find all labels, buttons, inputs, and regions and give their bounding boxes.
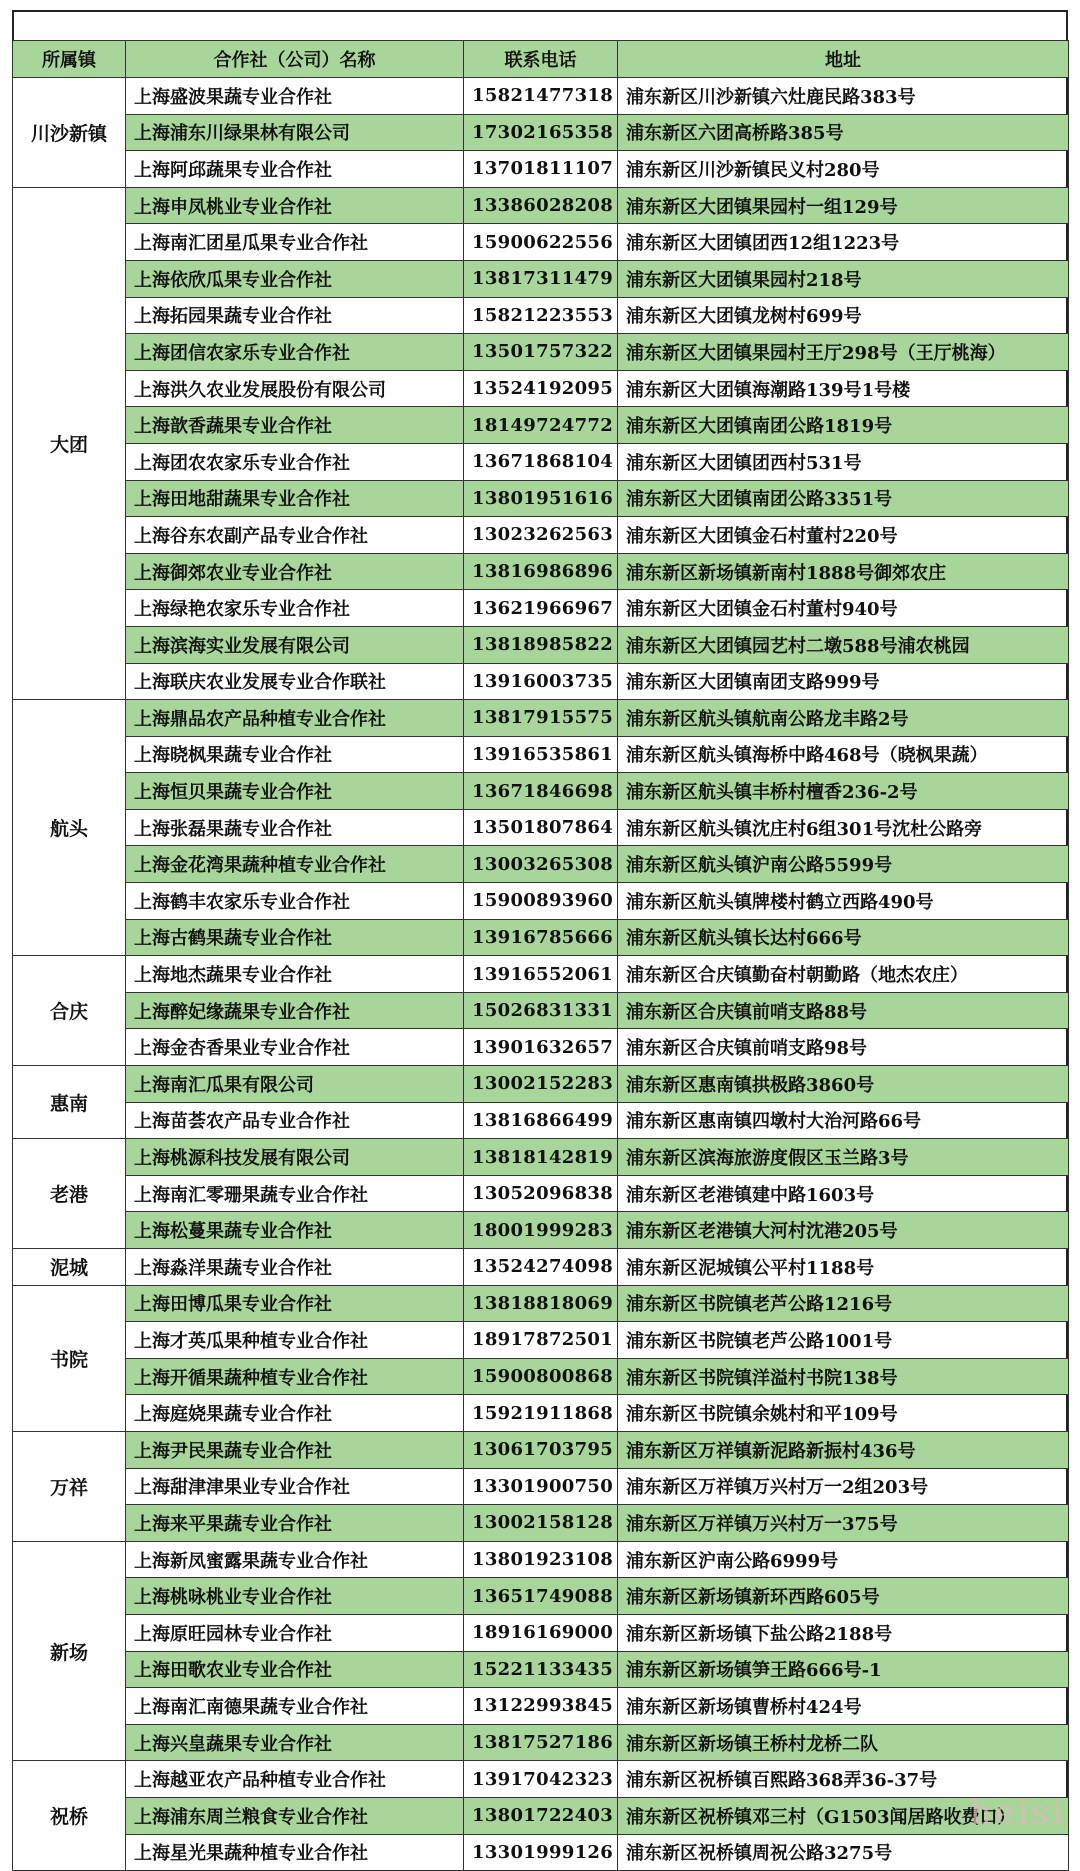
phone-cell: 13671846698 (464, 773, 618, 810)
name-cell: 上海开循果蔬种植专业合作社 (126, 1358, 464, 1395)
table-row (13, 992, 1069, 1029)
address-cell: 浦东新区航头镇海桥中路468号（晓枫果蔬） (618, 736, 1069, 773)
table-row (13, 1797, 1069, 1834)
phone-cell: 13818818069 (464, 1285, 618, 1322)
phone-cell: 18917872501 (464, 1322, 618, 1359)
address-cell: 浦东新区大团镇金石村董村940号 (618, 590, 1069, 627)
phone-cell: 15821223553 (464, 297, 618, 334)
table-row (13, 224, 1069, 261)
phone-cell: 13061703795 (464, 1431, 618, 1468)
phone-cell: 15900893960 (464, 883, 618, 920)
address-cell: 浦东新区航头镇长达村666号 (618, 919, 1069, 956)
name-cell: 上海浦东川绿果林有限公司 (126, 114, 464, 151)
table-row (13, 297, 1069, 334)
table-row (13, 1651, 1069, 1688)
phone-cell: 13916003735 (464, 663, 618, 700)
phone-cell: 13801923108 (464, 1541, 618, 1578)
name-cell: 上海甜津津果业专业合作社 (126, 1468, 464, 1505)
address-cell: 浦东新区新场镇下盐公路2188号 (618, 1614, 1069, 1651)
table-row (13, 443, 1069, 480)
address-cell: 浦东新区航头镇沪南公路5599号 (618, 846, 1069, 883)
address-cell: 浦东新区大团镇金石村董村220号 (618, 517, 1069, 554)
name-cell: 上海鼎品农产品种植专业合作社 (126, 700, 464, 737)
table-row (13, 187, 1069, 224)
table-row (13, 809, 1069, 846)
address-cell: 浦东新区大团镇果园村218号 (618, 260, 1069, 297)
address-cell: 浦东新区祝桥镇百熙路368弄36-37号 (618, 1761, 1069, 1798)
name-cell: 上海谷东农副产品专业合作社 (126, 517, 464, 554)
address-cell: 浦东新区大团镇南团公路3351号 (618, 480, 1069, 517)
name-cell: 上海恒贝果蔬专业合作社 (126, 773, 464, 810)
address-cell: 浦东新区大团镇龙树村699号 (618, 297, 1069, 334)
name-cell: 上海桃咏桃业专业合作社 (126, 1578, 464, 1615)
name-cell: 上海御郊农业专业合作社 (126, 553, 464, 590)
address-cell: 浦东新区大团镇果园村王厅298号（王厅桃海） (618, 334, 1069, 371)
table-row (13, 151, 1069, 188)
phone-cell: 13003265308 (464, 846, 618, 883)
phone-cell: 13524192095 (464, 370, 618, 407)
address-cell: 浦东新区航头镇航南公路龙丰路2号 (618, 700, 1069, 737)
table-row (13, 1102, 1069, 1139)
address-cell: 浦东新区大团镇园艺村二墩588号浦农桃园 (618, 626, 1069, 663)
address-cell: 浦东新区滨海旅游度假区玉兰路3号 (618, 1139, 1069, 1176)
address-cell: 浦东新区新场镇曹桥村424号 (618, 1688, 1069, 1725)
address-cell: 浦东新区万祥镇万兴村万一2组203号 (618, 1468, 1069, 1505)
table-row (13, 260, 1069, 297)
town-cell: 惠南 (13, 1066, 126, 1139)
name-cell: 上海古鹤果蔬专业合作社 (126, 919, 464, 956)
address-cell: 浦东新区合庆镇前哨支路98号 (618, 1029, 1069, 1066)
phone-cell: 13122993845 (464, 1688, 618, 1725)
town-cell: 川沙新镇 (13, 78, 126, 188)
name-cell: 上海浦东周兰粮食专业合作社 (126, 1797, 464, 1834)
name-cell: 上海田地甜蔬果专业合作社 (126, 480, 464, 517)
town-cell: 新场 (13, 1541, 126, 1761)
town-cell: 航头 (13, 700, 126, 956)
name-cell: 上海团农农家乐专业合作社 (126, 443, 464, 480)
phone-cell: 13052096838 (464, 1175, 618, 1212)
name-cell: 上海新凤蜜露果蔬专业合作社 (126, 1541, 464, 1578)
name-cell: 上海鹤丰农家乐专业合作社 (126, 883, 464, 920)
town-cell: 老港 (13, 1139, 126, 1249)
name-cell: 上海越亚农产品种植专业合作社 (126, 1761, 464, 1798)
address-cell: 浦东新区祝桥镇周祝公路3275号 (618, 1834, 1069, 1871)
phone-cell: 13701811107 (464, 151, 618, 188)
phone-cell: 13817527186 (464, 1724, 618, 1761)
phone-cell: 13651749088 (464, 1578, 618, 1615)
header-name: 合作社（公司）名称 (126, 41, 464, 78)
phone-cell: 13818142819 (464, 1139, 618, 1176)
phone-cell: 13816866499 (464, 1102, 618, 1139)
table-row (13, 1358, 1069, 1395)
table-row (13, 1614, 1069, 1651)
table-row (13, 1834, 1069, 1871)
phone-cell: 15921911868 (464, 1395, 618, 1432)
table-row (13, 626, 1069, 663)
name-cell: 上海苗荟农产品专业合作社 (126, 1102, 464, 1139)
address-cell: 浦东新区川沙新镇六灶鹿民路383号 (618, 78, 1069, 115)
phone-cell: 13816986896 (464, 553, 618, 590)
phone-cell: 13621966967 (464, 590, 618, 627)
town-cell: 泥城 (13, 1249, 126, 1286)
phone-cell: 13671868104 (464, 443, 618, 480)
address-cell: 浦东新区航头镇牌楼村鹤立西路490号 (618, 883, 1069, 920)
table-row (13, 1285, 1069, 1322)
name-cell: 上海田歌农业专业合作社 (126, 1651, 464, 1688)
table-row (13, 590, 1069, 627)
phone-cell: 13817311479 (464, 260, 618, 297)
phone-cell: 13002152283 (464, 1066, 618, 1103)
phone-cell: 13002158128 (464, 1505, 618, 1542)
table-row (13, 517, 1069, 554)
address-cell: 浦东新区老港镇建中路1603号 (618, 1175, 1069, 1212)
address-cell: 浦东新区川沙新镇民义村280号 (618, 151, 1069, 188)
phone-cell: 18001999283 (464, 1212, 618, 1249)
phone-cell: 13901632657 (464, 1029, 618, 1066)
name-cell: 上海洪久农业发展股份有限公司 (126, 370, 464, 407)
address-cell: 浦东新区书院镇老芦公路1216号 (618, 1285, 1069, 1322)
phone-cell: 13917042323 (464, 1761, 618, 1798)
town-cell: 大团 (13, 187, 126, 699)
phone-cell: 13916535861 (464, 736, 618, 773)
phone-cell: 13801951616 (464, 480, 618, 517)
table-row (13, 1431, 1069, 1468)
name-cell: 上海依欣瓜果专业合作社 (126, 260, 464, 297)
table-row (13, 773, 1069, 810)
address-cell: 浦东新区泥城镇公平村1188号 (618, 1249, 1069, 1286)
town-cell: 万祥 (13, 1431, 126, 1541)
table-row (13, 700, 1069, 737)
header-town: 所属镇 (13, 41, 126, 78)
name-cell: 上海南汇南德果蔬专业合作社 (126, 1688, 464, 1725)
name-cell: 上海田博瓜果专业合作社 (126, 1285, 464, 1322)
name-cell: 上海歆香蔬果专业合作社 (126, 407, 464, 444)
cooperative-table (12, 40, 1069, 1871)
address-cell: 浦东新区新场镇笋王路666号-1 (618, 1651, 1069, 1688)
address-cell: 浦东新区大团镇果园村一组129号 (618, 187, 1069, 224)
table-row (13, 1395, 1069, 1432)
address-cell: 浦东新区祝桥镇邓三村（G1503闻居路收费口） (618, 1797, 1069, 1834)
table-row (13, 1175, 1069, 1212)
table-row (13, 1724, 1069, 1761)
header-address: 地址 (618, 41, 1069, 78)
address-cell: 浦东新区航头镇丰桥村檀香236-2号 (618, 773, 1069, 810)
table-row (13, 1212, 1069, 1249)
phone-cell: 18149724772 (464, 407, 618, 444)
phone-cell: 13916552061 (464, 956, 618, 993)
table-row (13, 663, 1069, 700)
address-cell: 浦东新区大团镇南团支路999号 (618, 663, 1069, 700)
table-row (13, 114, 1069, 151)
name-cell: 上海南汇团星瓜果专业合作社 (126, 224, 464, 261)
name-cell: 上海尹民果蔬专业合作社 (126, 1431, 464, 1468)
name-cell: 上海醉妃缘蔬果专业合作社 (126, 992, 464, 1029)
table-row (13, 1578, 1069, 1615)
table-body (13, 78, 1069, 1871)
address-cell: 浦东新区老港镇大河村沈港205号 (618, 1212, 1069, 1249)
name-cell: 上海盛波果蔬专业合作社 (126, 78, 464, 115)
table-row (13, 1761, 1069, 1798)
table-row (13, 407, 1069, 444)
table-row (13, 1468, 1069, 1505)
phone-cell: 17302165358 (464, 114, 618, 151)
table-row (13, 1249, 1069, 1286)
address-cell: 浦东新区沪南公路6999号 (618, 1541, 1069, 1578)
phone-cell: 13023262563 (464, 517, 618, 554)
table-row (13, 1688, 1069, 1725)
address-cell: 浦东新区书院镇老芦公路1001号 (618, 1322, 1069, 1359)
address-cell: 浦东新区大团镇海潮路139号1号楼 (618, 370, 1069, 407)
phone-cell: 15821477318 (464, 78, 618, 115)
address-cell: 浦东新区万祥镇新泥路新振村436号 (618, 1431, 1069, 1468)
table-header-row (13, 41, 1069, 78)
name-cell: 上海滨海实业发展有限公司 (126, 626, 464, 663)
table-row (13, 334, 1069, 371)
phone-cell: 15900800868 (464, 1358, 618, 1395)
table-row (13, 1505, 1069, 1542)
table-row (13, 736, 1069, 773)
address-cell: 浦东新区大团镇团西12组1223号 (618, 224, 1069, 261)
name-cell: 上海庭娆果蔬专业合作社 (126, 1395, 464, 1432)
table-row (13, 1322, 1069, 1359)
phone-cell: 13916785666 (464, 919, 618, 956)
phone-cell: 13501807864 (464, 809, 618, 846)
phone-cell: 13301900750 (464, 1468, 618, 1505)
table-row (13, 553, 1069, 590)
name-cell: 上海金杏香果业专业合作社 (126, 1029, 464, 1066)
name-cell: 上海淼洋果蔬专业合作社 (126, 1249, 464, 1286)
table-row (13, 1139, 1069, 1176)
table-row (13, 956, 1069, 993)
name-cell: 上海申凤桃业专业合作社 (126, 187, 464, 224)
address-cell: 浦东新区万祥镇万兴村万一375号 (618, 1505, 1069, 1542)
name-cell: 上海张磊果蔬专业合作社 (126, 809, 464, 846)
phone-cell: 13501757322 (464, 334, 618, 371)
address-cell: 浦东新区大团镇南团公路1819号 (618, 407, 1069, 444)
name-cell: 上海南汇零珊果蔬专业合作社 (126, 1175, 464, 1212)
name-cell: 上海团信农家乐专业合作社 (126, 334, 464, 371)
town-cell: 书院 (13, 1285, 126, 1431)
phone-cell: 13817915575 (464, 700, 618, 737)
table-row (13, 919, 1069, 956)
watermark: heisi (969, 1793, 1066, 1833)
phone-cell: 18916169000 (464, 1614, 618, 1651)
phone-cell: 13524274098 (464, 1249, 618, 1286)
town-cell: 祝桥 (13, 1761, 126, 1871)
name-cell: 上海联庆农业发展专业合作联社 (126, 663, 464, 700)
name-cell: 上海金花湾果蔬种植专业合作社 (126, 846, 464, 883)
name-cell: 上海原旺园林专业合作社 (126, 1614, 464, 1651)
name-cell: 上海星光果蔬种植专业合作社 (126, 1834, 464, 1871)
phone-cell: 15221133435 (464, 1651, 618, 1688)
name-cell: 上海阿邱蔬果专业合作社 (126, 151, 464, 188)
table-row (13, 846, 1069, 883)
address-cell: 浦东新区书院镇余姚村和平109号 (618, 1395, 1069, 1432)
table-row (13, 883, 1069, 920)
table-row (13, 480, 1069, 517)
name-cell: 上海晓枫果蔬专业合作社 (126, 736, 464, 773)
phone-cell: 13818985822 (464, 626, 618, 663)
address-cell: 浦东新区合庆镇前哨支路88号 (618, 992, 1069, 1029)
name-cell: 上海地杰蔬果专业合作社 (126, 956, 464, 993)
address-cell: 浦东新区新场镇新南村1888号御郊农庄 (618, 553, 1069, 590)
name-cell: 上海拓园果蔬专业合作社 (126, 297, 464, 334)
address-cell: 浦东新区书院镇洋溢村书院138号 (618, 1358, 1069, 1395)
name-cell: 上海绿艳农家乐专业合作社 (126, 590, 464, 627)
phone-cell: 15900622556 (464, 224, 618, 261)
name-cell: 上海来平果蔬专业合作社 (126, 1505, 464, 1542)
name-cell: 上海南汇瓜果有限公司 (126, 1066, 464, 1103)
phone-cell: 13801722403 (464, 1797, 618, 1834)
table-row (13, 370, 1069, 407)
address-cell: 浦东新区大团镇团西村531号 (618, 443, 1069, 480)
name-cell: 上海桃源科技发展有限公司 (126, 1139, 464, 1176)
name-cell: 上海松蔓果蔬专业合作社 (126, 1212, 464, 1249)
address-cell: 浦东新区合庆镇勤奋村朝勤路（地杰农庄） (618, 956, 1069, 993)
name-cell: 上海才英瓜果种植专业合作社 (126, 1322, 464, 1359)
address-cell: 浦东新区新场镇王桥村龙桥二队 (618, 1724, 1069, 1761)
address-cell: 浦东新区惠南镇四墩村大治河路66号 (618, 1102, 1069, 1139)
table-row (13, 1541, 1069, 1578)
address-cell: 浦东新区惠南镇拱极路3860号 (618, 1066, 1069, 1103)
address-cell: 浦东新区六团高桥路385号 (618, 114, 1069, 151)
phone-cell: 13386028208 (464, 187, 618, 224)
table-row (13, 1029, 1069, 1066)
name-cell: 上海兴皇蔬果专业合作社 (126, 1724, 464, 1761)
town-cell: 合庆 (13, 956, 126, 1066)
header-phone: 联系电话 (464, 41, 618, 78)
phone-cell: 13301999126 (464, 1834, 618, 1871)
address-cell: 浦东新区新场镇新环西路605号 (618, 1578, 1069, 1615)
phone-cell: 15026831331 (464, 992, 618, 1029)
address-cell: 浦东新区航头镇沈庄村6组301号沈杜公路旁 (618, 809, 1069, 846)
table-row (13, 78, 1069, 115)
table-row (13, 1066, 1069, 1103)
